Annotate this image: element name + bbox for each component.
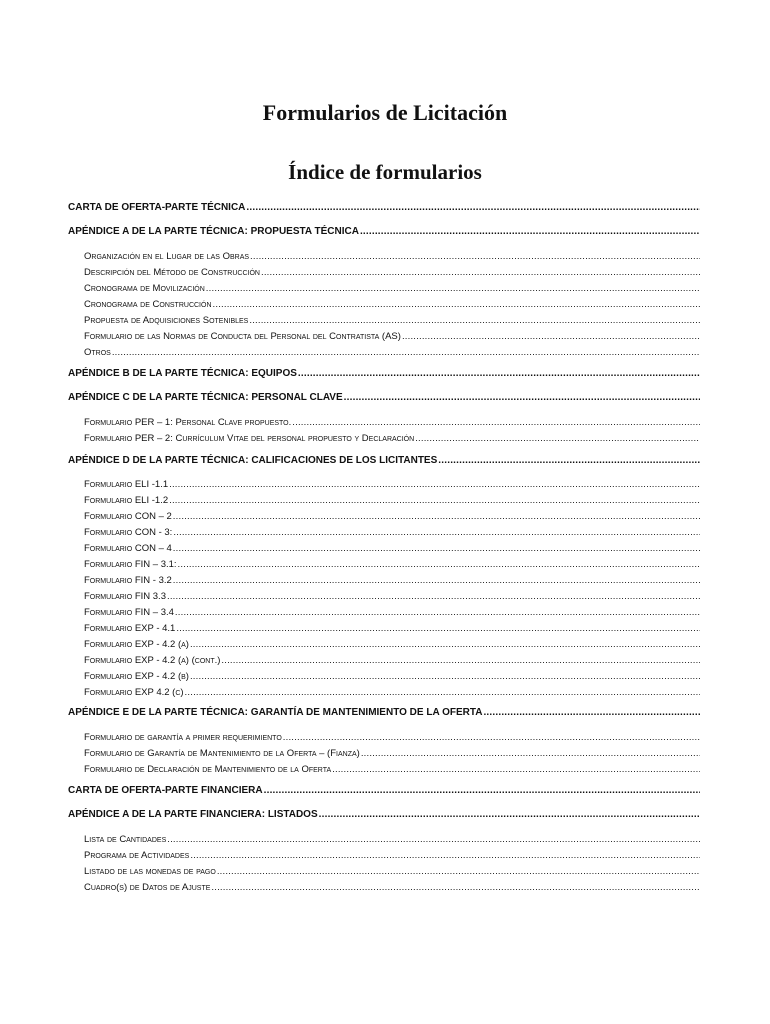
toc-subentry[interactable] [84,763,700,776]
toc-section-entry[interactable] [68,706,700,720]
toc-subentry[interactable] [84,510,700,523]
toc-subentry[interactable] [84,881,700,894]
toc-dot-leader [169,494,700,507]
toc-dot-leader [292,416,700,429]
toc-subentry[interactable] [84,298,700,311]
toc-dot-leader [246,201,700,215]
toc-dot-leader [169,478,700,491]
toc-entry-label: Formulario de Declaración de Mantenimiento de la Oferta [84,764,332,775]
toc-section-entry[interactable] [68,784,700,798]
toc-dot-leader [190,670,700,683]
toc-dot-leader [250,250,700,263]
toc-dot-leader [261,266,700,279]
toc-entry-label: Formulario PER – 2: Currículum Vitae del personal propuesto y Declaración [84,433,415,444]
toc-entry-label: Cronograma de Construcción [84,299,212,310]
toc-dot-leader [211,881,700,894]
toc-subentry[interactable] [84,558,700,571]
toc-subentry[interactable] [84,622,700,635]
toc-subentry[interactable] [84,330,700,343]
toc-dot-leader [438,454,700,468]
toc-dot-leader [217,865,700,878]
toc-dot-leader [190,638,700,651]
toc-dot-leader [332,763,700,776]
toc-subentry[interactable] [84,590,700,603]
toc-subentry[interactable] [84,686,700,699]
toc-entry-label: Formulario FIN – 3.4 [84,607,174,618]
toc-entry-label: APÉNDICE A DE LA PARTE TÉCNICA: PROPUESTA TÉCNICA [68,226,359,237]
toc-entry-label: Formulario de Garantía de Mantenimiento de la Oferta – (Fianza) [84,748,360,759]
toc-dot-leader [173,542,700,555]
toc-entry-label: Listado de las monedas de pago [84,866,216,877]
toc-dot-leader [283,731,700,744]
toc-entry-label: APÉNDICE C DE LA PARTE TÉCNICA: PERSONAL CLAVE [68,392,343,403]
toc-subentry[interactable] [84,638,700,651]
toc-subentry[interactable] [84,282,700,295]
toc-entry-label: APÉNDICE A DE LA PARTE FINANCIERA: LISTADOS [68,809,318,820]
toc-section-entry[interactable] [68,225,700,239]
toc-subentry[interactable] [84,849,700,862]
toc-entry-label: Descripción del Método de Construcción [84,267,260,278]
toc-dot-leader [112,346,700,359]
toc-subentry[interactable] [84,542,700,555]
toc-entry-label: Organización en el Lugar de las Obras [84,251,250,262]
toc-dot-leader [221,654,700,667]
toc-entry-label: Formulario EXP - 4.1 [84,623,176,634]
toc-dot-leader [402,330,700,343]
toc-dot-leader [483,706,700,720]
toc-entry-label: Formulario de garantía a primer requerimiento [84,732,282,743]
toc-subentry[interactable] [84,865,700,878]
toc-entry-label: Formulario FIN – 3.1: [84,559,177,570]
toc-subentry[interactable] [84,747,700,760]
toc-entry-label: Formulario PER – 1: Personal Clave propuesto. [84,417,292,428]
toc-entry-label: Formulario de las Normas de Conducta del Personal del Contratista (AS) [84,331,401,342]
toc-subentry[interactable] [84,432,700,445]
toc-entry-label: Formulario CON – 2 [84,511,172,522]
toc-subentry[interactable] [84,833,700,846]
toc-dot-leader [415,432,700,445]
toc-entry-label: Formulario EXP - 4.2 (a) [84,639,189,650]
toc-entry-label: CARTA DE OFERTA-PARTE FINANCIERA [68,785,263,796]
toc-entry-label: Otros [84,347,111,358]
toc-dot-leader [176,622,700,635]
toc-dot-leader [173,526,700,539]
toc-entry-label: APÉNDICE E DE LA PARTE TÉCNICA: GARANTÍA DE MANTENIMIENTO DE LA OFERTA [68,707,483,718]
toc-section-entry[interactable] [68,391,700,405]
toc-entry-label: Programa de Actividades [84,850,190,861]
toc-dot-leader [190,849,700,862]
toc-dot-leader [206,282,700,295]
toc-subentry[interactable] [84,314,700,327]
index-heading: Índice de formularios [288,160,482,184]
toc-subentry[interactable] [84,250,700,263]
toc-entry-label: Formulario ELI -1.1 [84,479,169,490]
toc-subentry[interactable] [84,494,700,507]
toc-entry-label: Formulario EXP 4.2 (c) [84,687,184,698]
toc-entry-label: APÉNDICE B DE LA PARTE TÉCNICA: EQUIPOS [68,368,297,379]
toc-entry-label: APÉNDICE D DE LA PARTE TÉCNICA: CALIFICACIONES DE LOS LICITANTES [68,455,438,466]
toc-entry-label: Cronograma de Movilización [84,283,205,294]
toc-dot-leader [167,833,700,846]
toc-dot-leader [360,225,700,239]
toc-dot-leader [175,606,700,619]
toc-dot-leader [249,314,700,327]
toc-section-entry[interactable] [68,367,700,381]
toc-dot-leader [361,747,700,760]
toc-dot-leader [173,574,700,587]
toc-entry-label: Formulario EXP - 4.2 (b) [84,671,189,682]
toc-section-entry[interactable] [68,201,700,215]
toc-subentry[interactable] [84,416,700,429]
toc-entry-label: CARTA DE OFERTA-PARTE TÉCNICA [68,202,246,213]
toc-subentry[interactable] [84,574,700,587]
toc-entry-label: Formulario CON - 3: [84,527,173,538]
toc-entry-label: Lista de Cantidades [84,834,167,845]
toc-subentry[interactable] [84,526,700,539]
toc-entry-label: Formulario FIN 3.3 [84,591,166,602]
toc-entry-label: Cuadro(s) de Datos de Ajuste [84,882,211,893]
toc-dot-leader [213,298,700,311]
toc-subentry[interactable] [84,346,700,359]
toc-section-entry[interactable] [68,454,700,468]
toc-subentry[interactable] [84,478,700,491]
toc-subentry[interactable] [84,670,700,683]
toc-entry-label: Propuesta de Adquisiciones Sotenibles [84,315,249,326]
toc-entry-label: Formulario FIN - 3.2 [84,575,172,586]
toc-subentry[interactable] [84,731,700,744]
toc-dot-leader [173,510,700,523]
document-title: Formularios de Licitación [262,100,508,125]
toc-subentry[interactable] [84,606,700,619]
toc-dot-leader [264,784,700,798]
toc-dot-leader [167,590,700,603]
toc-dot-leader [185,686,700,699]
toc-subentry[interactable] [84,266,700,279]
toc-dot-leader [344,391,700,405]
toc-dot-leader [298,367,700,381]
toc-entry-label: Formulario ELI -1.2 [84,495,169,506]
toc-dot-leader [178,558,700,571]
toc-subentry[interactable] [84,654,700,667]
toc-dot-leader [319,808,700,822]
toc-entry-label: Formulario EXP - 4.2 (a) (cont.) [84,655,221,666]
toc-section-entry[interactable] [68,808,700,822]
toc-entry-label: Formulario CON – 4 [84,543,172,554]
